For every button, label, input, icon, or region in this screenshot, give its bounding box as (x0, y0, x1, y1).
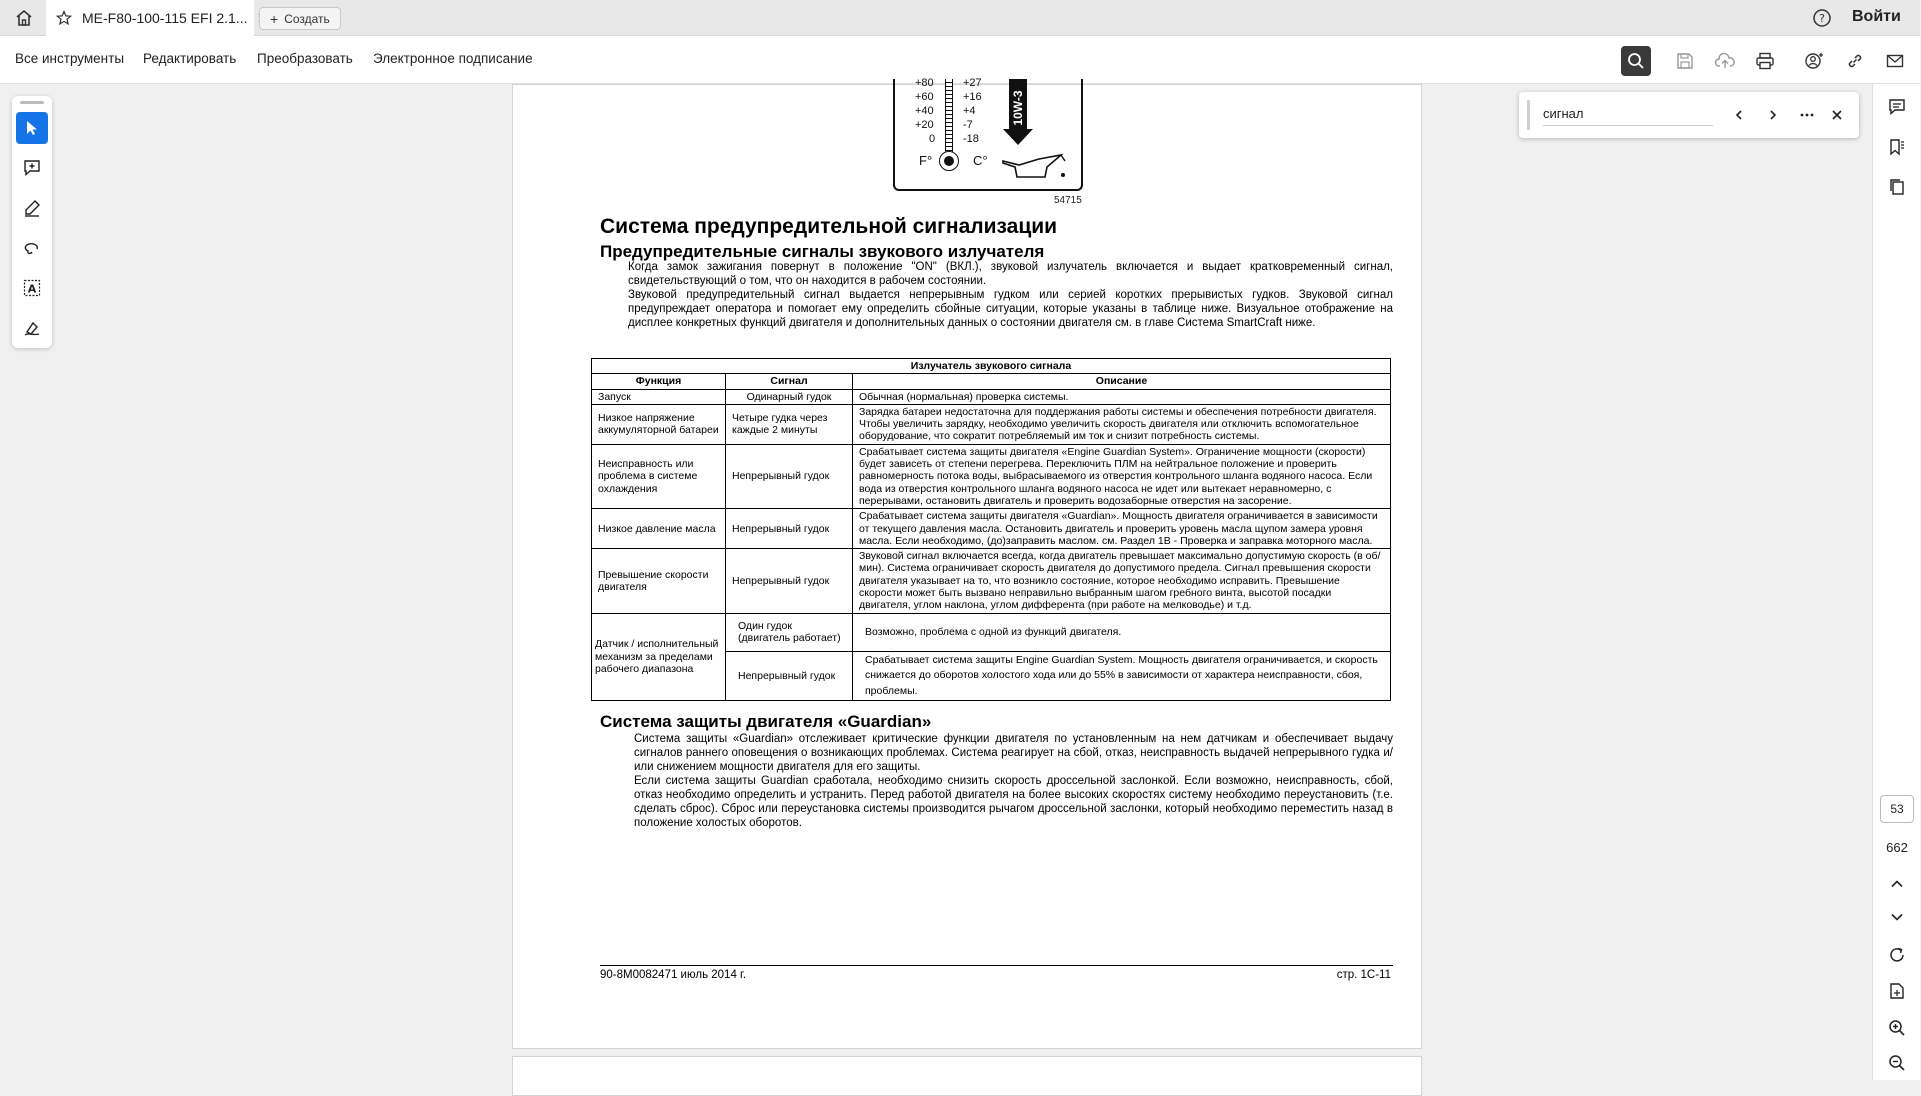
find-next-button[interactable] (1761, 103, 1785, 127)
annotation-toolbar (12, 96, 52, 348)
lasso-icon (23, 239, 41, 257)
svg-text:A: A (27, 282, 37, 296)
table-cell: Непрерывный гудок (726, 444, 853, 508)
signature-icon (23, 319, 41, 337)
zoom-in-button[interactable] (1882, 1013, 1912, 1043)
home-button[interactable] (10, 6, 38, 30)
table-cell: Превышение скорости двигателя (592, 549, 726, 613)
text-tool[interactable] (16, 272, 48, 304)
right-sidebar (1872, 84, 1920, 1080)
text-select-icon (23, 279, 41, 297)
select-tool[interactable] (16, 112, 48, 144)
chevron-left-icon (1733, 109, 1745, 121)
footer-doc-number: 90-8M0082471 июль 2014 г. (600, 969, 747, 981)
table-caption: Излучатель звукового сигнала (592, 359, 1391, 374)
rotate-icon (1888, 946, 1906, 964)
zoom-in-icon (1888, 1019, 1906, 1037)
table-cell: Четыре гудка через каждые 2 минуты (726, 404, 853, 444)
table-cell: Низкое напряжение аккумуляторной батареи (592, 404, 726, 444)
create-label: Создать (284, 11, 330, 26)
section-title: Система предупредительной сигнализации (600, 215, 1058, 238)
comment-tool[interactable] (16, 152, 48, 184)
find-bar (1519, 92, 1859, 138)
table-cell: Зарядка батареи недостаточна для поддержания работы системы и обеспечения потребности двигателя. Чтобы увеличить зарядку, необходимо увеличить скорость двигателя или отключить вспомогательное оборудование, что сократит потребляемый им ток и снизит потребность системы. (853, 404, 1391, 444)
gauge-f-value: +60 (915, 91, 934, 103)
current-page-input[interactable]: 53 (1880, 795, 1914, 823)
gauge-f-value: +80 (915, 77, 934, 89)
tab-title: ME-F80-100-115 EFI 2.1... (82, 10, 248, 26)
table-cell: Непрерывный гудок (726, 549, 853, 613)
mail-icon (1886, 52, 1904, 70)
table-row (592, 404, 1391, 444)
thermometer-bulb-fill (944, 156, 954, 166)
comments-icon (1888, 98, 1906, 116)
share-button[interactable] (1799, 46, 1829, 76)
svg-text:?: ? (1819, 12, 1825, 25)
help-button[interactable] (1812, 8, 1832, 33)
rotate-button[interactable] (1882, 940, 1912, 970)
oil-grade-label: 10W-3 (1011, 90, 1025, 126)
find-close-button[interactable] (1825, 103, 1849, 127)
gauge-f-value: 0 (929, 133, 936, 145)
document-tab[interactable] (46, 0, 254, 36)
table-cell: Срабатывает система защиты Engine Guardian System. Мощность двигателя ограничивается, и скорость снижается до оборотов холостого хода или до 55% в зависимости от характера неисправности, сбоя, проблемы. (853, 651, 1391, 701)
footer-page-number: стр. 1C-11 (1336, 969, 1391, 981)
paragraph: Звуковой предупредительный сигнал выдается непрерывным гудком или серией коротких прерывистых гудков. Звуковой сигнал предупреждает оператора и помогает ему определить сбойные ситуации, которые указаны в таблице ниже. Визуальное отображение на дисплее конкретных функций двигателя и дополнительных данных о состоянии двигателя см. в главе Система SmartCraft ниже. (628, 289, 1393, 329)
signin-link[interactable]: Войти (1852, 8, 1901, 25)
gauge-c-value: +16 (963, 91, 982, 103)
previous-page-button[interactable] (1882, 869, 1912, 899)
draw-tool[interactable] (16, 232, 48, 264)
link-icon (1846, 52, 1864, 70)
gauge-c-value: +27 (963, 77, 982, 89)
oil-temperature-chart (893, 79, 1083, 191)
plus-icon: + (270, 10, 279, 27)
chevron-up-icon (1890, 877, 1904, 891)
gauge-c-value: -18 (963, 133, 979, 145)
gauge-c-value: -7 (963, 119, 973, 131)
paragraph: Когда замок зажигания повернут в положение "ON" (ВКЛ.), звуковой излучатель включается и выдает кратковременный сигнал, свидетельствующий о том, что он находится в рабочем состоянии. (628, 261, 1393, 287)
table-cell: Один гудок (двигатель работает) (726, 613, 853, 651)
table-cell: Датчик / исполнительный механизм за пределами рабочего диапазона (592, 613, 726, 701)
share-user-icon (1804, 52, 1824, 70)
table-cell: Запуск (592, 389, 726, 404)
find-previous-button[interactable] (1727, 103, 1751, 127)
search-button[interactable] (1621, 46, 1651, 76)
table-cell: Возможно, проблема с одной из функций двигателя. (853, 613, 1391, 651)
page-fit-button[interactable] (1882, 976, 1912, 1006)
fit-page-icon (1888, 982, 1906, 1000)
table-cell: Низкое давление масла (592, 509, 726, 549)
document-page (512, 77, 1422, 1049)
tab-bar (0, 0, 1920, 36)
save-icon (1676, 52, 1694, 70)
link-button[interactable] (1840, 46, 1870, 76)
menu-convert[interactable]: Преобразовать (257, 51, 353, 66)
section-subtitle: Предупредительные сигналы звукового излучателя (600, 242, 1045, 261)
zoom-out-icon (1888, 1054, 1906, 1072)
gauge-f-value: +40 (915, 105, 934, 117)
guardian-title: Система защиты двигателя «Guardian» (600, 712, 932, 731)
close-icon (1831, 109, 1843, 121)
table-row (592, 613, 1391, 651)
star-icon[interactable] (56, 10, 72, 26)
print-button[interactable] (1750, 46, 1780, 76)
menu-bar (0, 36, 1920, 84)
table-header: Сигнал (726, 374, 853, 389)
table-row (592, 444, 1391, 508)
chevron-down-icon (1890, 910, 1904, 924)
cursor-icon (24, 120, 40, 136)
table-cell: Срабатывает система защиты двигателя «Engine Guardian System». Ограничение мощности (скорости) будет зависеть от степени перегрева. Переключить ПЛМ на нейтральное положение и проверить равномерность потока воды, выбрасываемого из отверстия контрольного шланга водяного насоса. Если вода из отверстия контрольного шланга водяного насоса не идет или вытекает неравномерно, с перерывами, остановить двигатель и проверить водозаборные отверстия на засорение. (853, 444, 1391, 508)
create-button[interactable] (259, 7, 341, 30)
bookmarks-panel-button[interactable] (1882, 132, 1912, 162)
table-row (592, 549, 1391, 613)
table-header: Функция (592, 374, 726, 389)
menu-e-sign[interactable]: Электронное подписание (373, 51, 533, 66)
table-header: Описание (853, 374, 1391, 389)
highlight-tool[interactable] (16, 192, 48, 224)
paragraph: Если система защиты Guardian сработала, необходимо снизить скорость дроссельной заслонкой. Если возможно, неисправность, сбой, отказ необходимо определить и устранить. Перед работой двигателя на более высоких скоростях систему необходимо переустановить (т.е. сделать сброс). Сброс или переустановка системы производится рычагом дроссельной заслонки, который необходимо переместить назад в положение холостых оборотов. (634, 775, 1393, 829)
menu-all-tools[interactable]: Все инструменты (15, 51, 125, 66)
figure-number: 54715 (1054, 195, 1082, 206)
footer-rule (600, 965, 1393, 966)
bookmark-icon (1888, 138, 1906, 156)
table-cell: Непрерывный гудок (726, 651, 853, 701)
table-row (592, 509, 1391, 549)
gauge-c-unit: C° (973, 153, 988, 168)
help-icon (1812, 8, 1832, 28)
paragraph: Система защиты «Guardian» отслеживает критические функции двигателя по установленным на нем датчикам и обеспечивает выдачу сигналов раннего оповещения о возникающих проблемах. Система реагирует на сбой, отказ, неисправность выдачей непрерывного гудка и/или снижением мощности двигателя для его защиты. (634, 733, 1393, 773)
thermometer-tube (945, 79, 953, 159)
table-cell: Обычная (нормальная) проверка системы. (853, 389, 1391, 404)
oil-can-icon (999, 151, 1069, 181)
find-options-button[interactable] (1795, 103, 1819, 127)
more-icon (1799, 109, 1815, 121)
gauge-f-value: +20 (915, 119, 934, 131)
upload-button[interactable] (1710, 46, 1740, 76)
home-icon (15, 9, 33, 27)
print-icon (1755, 52, 1775, 70)
total-pages: 662 (1886, 840, 1908, 855)
email-button[interactable] (1880, 46, 1910, 76)
find-accent (1527, 100, 1530, 130)
table-cell: Срабатывает система защиты двигателя «Guardian». Мощность двигателя ограничивается в зависимости от текущего давления масла. Остановить двигатель и проверить уровень масла щупом замера уровня масла. Если необходимо, (до)заправить маслом. см. Раздел 1В - Проверка и заправка моторного масла. (853, 509, 1391, 549)
table-row (592, 389, 1391, 404)
comment-add-icon (23, 159, 41, 177)
table-cell: Одинарный гудок (726, 389, 853, 404)
gauge-c-value: +4 (963, 105, 976, 117)
menu-edit[interactable]: Редактировать (143, 51, 237, 66)
next-page-button[interactable] (1882, 902, 1912, 932)
table-cell: Звуковой сигнал включается всегда, когда двигатель превышает максимально допустимую скорость (в об/мин). Система ограничивает скорость двигателя до допустимого предела. Сигнал превышения скорости двигателя указывает на то, что возникло состояние, которое необходимо исправить. Превышение скорости может быть вызвано неправильно выбранным шагом гребного винта, высотой посадки двигателя, углом наклона, углом дифферента (при работе на мелководье) и т.д. (853, 549, 1391, 613)
toolbar-grip[interactable] (20, 101, 44, 104)
find-input[interactable] (1543, 102, 1713, 126)
chevron-right-icon (1767, 109, 1779, 121)
cloud-upload-icon (1715, 52, 1735, 70)
table-cell: Непрерывный гудок (726, 509, 853, 549)
zoom-out-button[interactable] (1882, 1048, 1912, 1078)
oil-grade-arrow-icon (1003, 129, 1033, 145)
sign-tool[interactable] (16, 312, 48, 344)
save-button[interactable] (1670, 46, 1700, 76)
pen-icon (23, 199, 41, 217)
pages-icon (1888, 178, 1906, 196)
next-document-page (512, 1056, 1422, 1096)
gauge-f-unit: F° (919, 153, 933, 168)
signal-table (591, 358, 1391, 701)
table-cell: Неисправность или проблема в системе охлаждения (592, 444, 726, 508)
pages-panel-button[interactable] (1882, 172, 1912, 202)
search-icon (1627, 52, 1645, 70)
comments-panel-button[interactable] (1882, 92, 1912, 122)
